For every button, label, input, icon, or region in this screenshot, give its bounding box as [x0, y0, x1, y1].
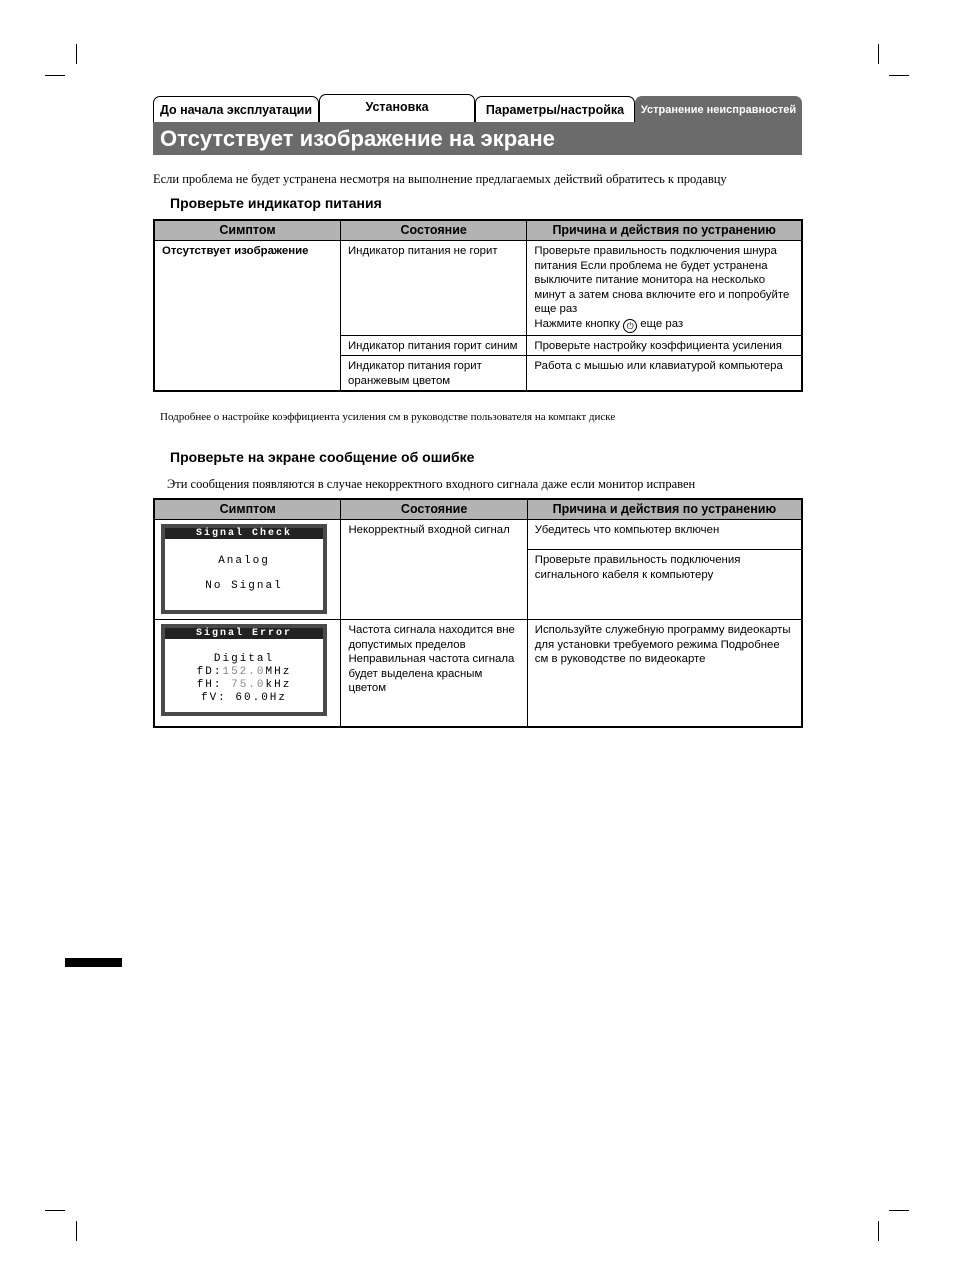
tab-troubleshooting[interactable]: Устранение неисправностей — [635, 96, 802, 122]
crop-mark — [878, 44, 879, 64]
osd-line: Analog — [218, 555, 270, 567]
state-cell: Индикатор питания горит синим — [340, 335, 526, 356]
osd-line: Digital — [213, 653, 275, 665]
osd-line: fV: 60.0Hz — [200, 692, 287, 704]
osd-line: No Signal — [205, 580, 283, 592]
footnote: Подробнее о настройке коэффициента усиления см в руководстве пользователя на компакт диске — [160, 411, 616, 423]
crop-mark — [889, 75, 909, 76]
action-cell: Проверьте правильность подключения сигнального кабеля к компьютеру — [527, 550, 802, 620]
crop-mark — [45, 1210, 65, 1211]
section-tabs — [153, 96, 802, 122]
section-intro: Эти сообщения появляются в случае некорректного входного сигнала даже если монитор исправен — [167, 477, 696, 491]
crop-mark — [878, 1221, 879, 1241]
symptom-cell — [154, 620, 341, 728]
table-header-row — [154, 220, 802, 241]
osd-unit: kHz — [265, 679, 292, 691]
table-row — [154, 241, 802, 336]
action-cell: Убедитесь что компьютер включен — [527, 520, 802, 550]
action-text: Нажмите кнопку — [534, 317, 620, 330]
page-marker-bar — [65, 958, 122, 967]
osd-signal-check — [161, 524, 327, 614]
osd-title: Signal Error — [165, 628, 323, 639]
state-cell: Некорректный входной сигнал — [341, 520, 527, 620]
table-row — [154, 520, 802, 550]
state-cell: Частота сигнала находится вне допустимых пределов Неправильная частота сигнала будет выделена красным цветом — [341, 620, 527, 728]
crop-mark — [889, 1210, 909, 1211]
state-cell: Индикатор питания не горит — [340, 241, 526, 336]
osd-value-error: 152.0 — [222, 666, 266, 678]
column-header: Симптом — [154, 220, 340, 241]
osd-label: fH: — [196, 679, 232, 691]
tab-before-use[interactable]: До начала эксплуатации — [153, 96, 319, 122]
crop-mark — [76, 1221, 77, 1241]
action-text: еще раз — [640, 317, 684, 330]
osd-label: fD: — [196, 666, 223, 678]
osd-title: Signal Check — [165, 528, 323, 539]
column-header: Состояние — [341, 499, 527, 520]
table-row — [154, 620, 802, 728]
osd-value-error: 75.0 — [231, 679, 266, 691]
action-cell: Работа с мышью или клавиатурой компьютера — [527, 356, 802, 392]
action-cell — [527, 241, 802, 336]
state-cell: Индикатор питания горит оранжевым цветом — [340, 356, 526, 392]
osd-signal-error — [161, 624, 327, 716]
tab-settings[interactable]: Параметры/настройка — [475, 96, 635, 122]
section-heading-errors: Проверьте на экране сообщение об ошибке — [170, 449, 475, 465]
symptom-cell — [154, 520, 341, 620]
action-cell: Проверьте настройку коэффициента усиления — [527, 335, 802, 356]
osd-unit: MHz — [265, 666, 292, 678]
column-header: Состояние — [340, 220, 526, 241]
section-heading-power: Проверьте индикатор питания — [170, 195, 382, 211]
table-header-row — [154, 499, 802, 520]
power-indicator-table — [153, 219, 803, 392]
action-cell: Используйте служебную программу видеокарты для установки требуемого режима Подробнее см в руководстве по видеокарте — [527, 620, 802, 728]
intro-text: Если проблема не будет устранена несмотря на выполнение предлагаемых действий обратитесь к продавцу — [153, 172, 727, 186]
symptom-cell: Отсутствует изображение — [154, 241, 340, 392]
error-message-table — [153, 498, 803, 728]
tab-installation[interactable]: Установка — [319, 94, 475, 122]
crop-mark — [76, 44, 77, 64]
crop-mark — [45, 75, 65, 76]
column-header: Симптом — [154, 499, 341, 520]
column-header: Причина и действия по устранению — [527, 220, 802, 241]
action-text: Проверьте правильность подключения шнура питания Если проблема не будет устранена выключите питание монитора на несколько минут а затем снова включите его и попробуйте еще раз — [534, 245, 790, 315]
page-title: Отсутствует изображение на экране — [153, 122, 802, 155]
column-header: Причина и действия по устранению — [527, 499, 802, 520]
power-icon: ⏻ — [623, 319, 637, 333]
